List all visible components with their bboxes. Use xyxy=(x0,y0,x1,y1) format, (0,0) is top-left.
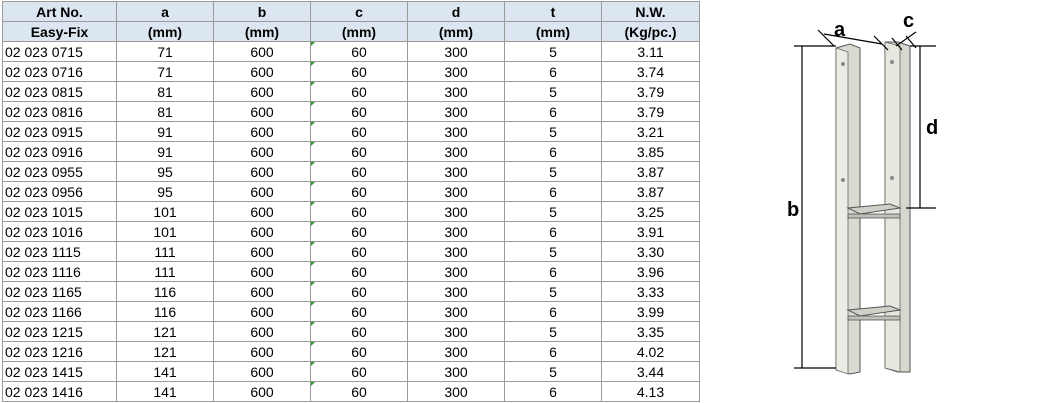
cell-d: 300 xyxy=(408,202,505,222)
cell-a: 81 xyxy=(117,102,214,122)
cell-b: 600 xyxy=(214,302,311,322)
cell-a: 91 xyxy=(117,122,214,142)
header-a: a xyxy=(117,2,214,22)
cell-art-no: 02 023 0816 xyxy=(3,102,117,122)
bolt-hole xyxy=(841,62,845,66)
bolt-hole xyxy=(841,178,845,182)
cell-a: 121 xyxy=(117,342,214,362)
cell-d: 300 xyxy=(408,382,505,402)
cell-c: 60 xyxy=(311,262,408,282)
cell-a: 101 xyxy=(117,202,214,222)
table-row xyxy=(3,102,700,122)
cell-t: 5 xyxy=(505,242,602,262)
cell-t: 5 xyxy=(505,202,602,222)
cell-t: 6 xyxy=(505,222,602,242)
unit-t: (mm) xyxy=(505,22,602,42)
table-row xyxy=(3,202,700,222)
cell-art-no: 02 023 1415 xyxy=(3,362,117,382)
cell-t: 6 xyxy=(505,142,602,162)
cell-nw: 3.30 xyxy=(602,242,700,262)
cell-d: 300 xyxy=(408,262,505,282)
table-body xyxy=(3,42,700,402)
cell-t: 6 xyxy=(505,62,602,82)
cell-c: 60 xyxy=(311,122,408,142)
cell-nw: 3.35 xyxy=(602,322,700,342)
cell-d: 300 xyxy=(408,242,505,262)
cell-d: 300 xyxy=(408,82,505,102)
unit-d: (mm) xyxy=(408,22,505,42)
cell-art-no: 02 023 0915 xyxy=(3,122,117,142)
cell-t: 5 xyxy=(505,362,602,382)
cell-c: 60 xyxy=(311,362,408,382)
cell-d: 300 xyxy=(408,342,505,362)
dimension-c-label: c xyxy=(903,10,915,32)
cell-nw: 3.33 xyxy=(602,282,700,302)
table-row xyxy=(3,322,700,342)
header-row-1 xyxy=(3,2,700,22)
table-row xyxy=(3,362,700,382)
lower-web-edge xyxy=(848,316,900,320)
cell-b: 600 xyxy=(214,322,311,342)
cell-a: 111 xyxy=(117,242,214,262)
cell-t: 5 xyxy=(505,82,602,102)
unit-a: (mm) xyxy=(117,22,214,42)
cell-t: 5 xyxy=(505,42,602,62)
table-row xyxy=(3,302,700,322)
cell-nw: 3.96 xyxy=(602,262,700,282)
cell-art-no: 02 023 1216 xyxy=(3,342,117,362)
cell-d: 300 xyxy=(408,142,505,162)
header-art-no: Art No. xyxy=(3,2,117,22)
cell-a: 116 xyxy=(117,302,214,322)
cell-c: 60 xyxy=(311,282,408,302)
cell-b: 600 xyxy=(214,142,311,162)
cell-d: 300 xyxy=(408,42,505,62)
cell-d: 300 xyxy=(408,62,505,82)
table-row xyxy=(3,342,700,362)
cell-a: 141 xyxy=(117,362,214,382)
cell-b: 600 xyxy=(214,102,311,122)
cell-a: 81 xyxy=(117,82,214,102)
table-row xyxy=(3,242,700,262)
cell-t: 6 xyxy=(505,342,602,362)
cell-c: 60 xyxy=(311,82,408,102)
table-row xyxy=(3,82,700,102)
header-c: c xyxy=(311,2,408,22)
header-d: d xyxy=(408,2,505,22)
cell-art-no: 02 023 1016 xyxy=(3,222,117,242)
cell-nw: 3.44 xyxy=(602,362,700,382)
cell-art-no: 02 023 1166 xyxy=(3,302,117,322)
cell-b: 600 xyxy=(214,282,311,302)
table-row xyxy=(3,122,700,142)
cell-a: 111 xyxy=(117,262,214,282)
table-row xyxy=(3,282,700,302)
table-row xyxy=(3,262,700,282)
cell-art-no: 02 023 0715 xyxy=(3,42,117,62)
cell-nw: 3.11 xyxy=(602,42,700,62)
cell-a: 71 xyxy=(117,62,214,82)
cell-art-no: 02 023 0956 xyxy=(3,182,117,202)
unit-c: (mm) xyxy=(311,22,408,42)
cell-art-no: 02 023 0955 xyxy=(3,162,117,182)
cell-c: 60 xyxy=(311,382,408,402)
cell-b: 600 xyxy=(214,342,311,362)
cell-t: 6 xyxy=(505,262,602,282)
dimension-b-label: b xyxy=(787,199,800,221)
dimension-a-line xyxy=(824,34,882,44)
cell-d: 300 xyxy=(408,322,505,342)
cell-a: 121 xyxy=(117,322,214,342)
cell-b: 600 xyxy=(214,122,311,142)
cell-c: 60 xyxy=(311,182,408,202)
spec-table xyxy=(2,1,700,402)
cell-nw: 4.13 xyxy=(602,382,700,402)
cell-nw: 4.02 xyxy=(602,342,700,362)
cell-b: 600 xyxy=(214,382,311,402)
bolt-hole xyxy=(890,60,894,64)
cell-nw: 3.99 xyxy=(602,302,700,322)
cell-d: 300 xyxy=(408,122,505,142)
cell-b: 600 xyxy=(214,182,311,202)
cell-d: 300 xyxy=(408,222,505,242)
unit-b: (mm) xyxy=(214,22,311,42)
dimension-a-label: a xyxy=(834,19,846,41)
cell-c: 60 xyxy=(311,102,408,122)
cell-c: 60 xyxy=(311,242,408,262)
bolt-hole xyxy=(890,176,894,180)
cell-c: 60 xyxy=(311,202,408,222)
cell-d: 300 xyxy=(408,182,505,202)
cell-art-no: 02 023 1165 xyxy=(3,282,117,302)
cell-art-no: 02 023 0815 xyxy=(3,82,117,102)
cell-art-no: 02 023 1215 xyxy=(3,322,117,342)
cell-t: 5 xyxy=(505,282,602,302)
h-anchor-diagram xyxy=(760,0,1060,403)
cell-art-no: 02 023 1115 xyxy=(3,242,117,262)
table-row xyxy=(3,182,700,202)
cell-t: 5 xyxy=(505,162,602,182)
header-easy-fix: Easy-Fix xyxy=(3,22,117,42)
cell-b: 600 xyxy=(214,362,311,382)
cell-b: 600 xyxy=(214,62,311,82)
table-row xyxy=(3,142,700,162)
table-row xyxy=(3,42,700,62)
cell-art-no: 02 023 0716 xyxy=(3,62,117,82)
cell-b: 600 xyxy=(214,262,311,282)
table-row xyxy=(3,382,700,402)
cell-b: 600 xyxy=(214,42,311,62)
cell-c: 60 xyxy=(311,162,408,182)
cell-d: 300 xyxy=(408,362,505,382)
cell-art-no: 02 023 1116 xyxy=(3,262,117,282)
cell-d: 300 xyxy=(408,302,505,322)
cell-c: 60 xyxy=(311,62,408,82)
cell-t: 5 xyxy=(505,322,602,342)
cell-nw: 3.91 xyxy=(602,222,700,242)
cell-nw: 3.74 xyxy=(602,62,700,82)
cell-t: 6 xyxy=(505,302,602,322)
cell-t: 5 xyxy=(505,122,602,142)
header-b: b xyxy=(214,2,311,22)
upper-web-edge xyxy=(848,214,900,218)
cell-b: 600 xyxy=(214,82,311,102)
cell-c: 60 xyxy=(311,222,408,242)
cell-b: 600 xyxy=(214,162,311,182)
cell-b: 600 xyxy=(214,242,311,262)
cell-b: 600 xyxy=(214,222,311,242)
cell-nw: 3.79 xyxy=(602,82,700,102)
cell-t: 6 xyxy=(505,382,602,402)
cell-nw: 3.79 xyxy=(602,102,700,122)
dimension-d-label: d xyxy=(926,117,939,139)
cell-t: 6 xyxy=(505,182,602,202)
cell-b: 600 xyxy=(214,202,311,222)
table-row xyxy=(3,62,700,82)
cell-nw: 3.85 xyxy=(602,142,700,162)
dimension-a-tick xyxy=(818,30,834,46)
cell-nw: 3.87 xyxy=(602,182,700,202)
header-t: t xyxy=(505,2,602,22)
table-row xyxy=(3,162,700,182)
cell-c: 60 xyxy=(311,322,408,342)
unit-nw: (Kg/pc.) xyxy=(602,22,700,42)
cell-art-no: 02 023 1015 xyxy=(3,202,117,222)
header-row-2 xyxy=(3,22,700,42)
cell-a: 141 xyxy=(117,382,214,402)
front-flange-face xyxy=(836,48,848,374)
header-nw: N.W. xyxy=(602,2,700,22)
cell-nw: 3.25 xyxy=(602,202,700,222)
cell-c: 60 xyxy=(311,342,408,362)
cell-d: 300 xyxy=(408,102,505,122)
cell-d: 300 xyxy=(408,162,505,182)
cell-d: 300 xyxy=(408,282,505,302)
cell-t: 6 xyxy=(505,102,602,122)
table-row xyxy=(3,222,700,242)
cell-art-no: 02 023 1416 xyxy=(3,382,117,402)
cell-c: 60 xyxy=(311,42,408,62)
cell-a: 71 xyxy=(117,42,214,62)
cell-a: 95 xyxy=(117,162,214,182)
cell-a: 116 xyxy=(117,282,214,302)
cell-art-no: 02 023 0916 xyxy=(3,142,117,162)
cell-a: 101 xyxy=(117,222,214,242)
cell-nw: 3.87 xyxy=(602,162,700,182)
cell-a: 91 xyxy=(117,142,214,162)
cell-c: 60 xyxy=(311,142,408,162)
cell-a: 95 xyxy=(117,182,214,202)
cell-c: 60 xyxy=(311,302,408,322)
cell-nw: 3.21 xyxy=(602,122,700,142)
